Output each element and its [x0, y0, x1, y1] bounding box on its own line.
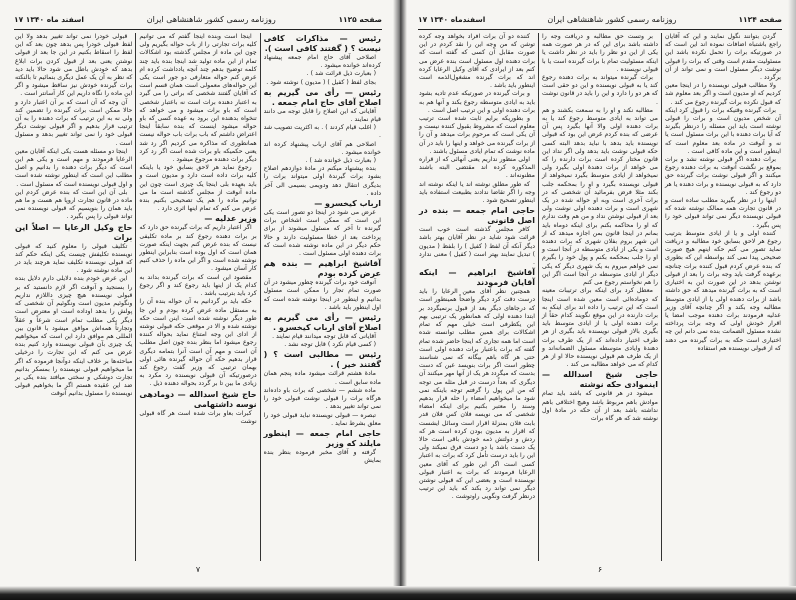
header-title: روزنامه رسمی کشور شاهنشاهی ایران [146, 15, 276, 24]
speaker-heading: رئیس — مطالبی است ؟ ( گفتند خیر ) . [263, 350, 381, 370]
header-title: روزنامه رسمی کشور شاهنشاهی ایران [547, 15, 677, 24]
text-column [538, 33, 661, 561]
header-page-label: صفحه ۱۱۲۵ [338, 15, 382, 24]
paragraph: اینجا است وبنده اینجا گفتم که می توانیم کلیه برات تجارتی را از باب حواله بگیریم ولی چون این ماده از مجلس گذشته بود اشکالات تمام از این ماده تولید شد اینجا بنده باید چند کلمه توضیح بدهم چند آنچه یادداشت کرده ام عرض کنم حواله متعارفی دو جور است یکی این حواله‌های معمولی است همان قسم است که آقایان گفتند شخصی که براتی را می گیرد به اعتبار دهنده برات است نه باعتبار شخصی است که باو برات میشود و می خواهد که تنخواه بدهنده این برود به عهده کسی که باو حواله میشود اینست که بنده سابقاً اینجا اعتراض داشتم که باب برات باب حواله نیست همانطوری که مذاکره می کردیم اگر رد شد یعنی حکمیکه باو برات شده است اگر رد کرد دیگر برات دهنده مرجوع میشود . [139, 33, 257, 164]
paragraph: و برات گیرنده در صورتیکه عدم تادیه بشود باید به ایادی متوسطه رجوع بکند و آنها هم به برات دهنده اولی و این ترتیب اصل است . [419, 90, 535, 114]
text-columns [416, 33, 784, 561]
paragraph: کننده اولی و یا از ایادی متوسط بترتیب رجوع هر لاحق بسابق خود مطالبه و دریافت نماید تصور می کنم حکه اینهم هیچ صورت صحیحی پیدا نمی کند بواسطه این که بطوری که بنده عرض کردم قبول کننده برات چنانچه برعهده گرفت باید وجه برات را بعد از قبولی نوشتن بدهد در این صورت این به اختیاری است که به برات گیرنده میدهد که حق داشته باشد از برات دهنده اولی یا از ایادی متوسط مطالبه وجه بکند و اگر چنانچه آقای وزیر عدلیه فرمودند برات دهنده موجب امضا یا اقرار خودش اولی که وجه برات پرداخته نشده مسئول الضمانت بنده نمی دانم این چه اختیاری است حکه به برات گیرنده می دهند که از قبولی نویسنده هم استفاده [665, 229, 781, 352]
paragraph: ولا مطالب قبولی نویسنده را در اینجا معین کردیم که او مدیون است و اگر بعد معلوم شد که قبول نکرده برات گیرنده رجوع می کند . [665, 82, 781, 106]
paragraph: ( اغلب قیام کردند ) . به اکثریت تصویب شد . [263, 124, 381, 140]
page-edge [788, 0, 796, 600]
paragraph: اینها را در نظر بگیرید مطلب ساده است و در قانون تجارت همه ممالک نوشته شده که قبولی نویسنده دیگر نمی تواند قبولی خود را پس بگیرد . [665, 197, 781, 229]
paragraph: ( بعبارت ذیل خوانده شد ) . [305, 157, 376, 165]
paragraph: ( بعبارت ذیل قرائت شد ) . [306, 70, 376, 78]
paragraph: بر وتست حق مطالبه و دریافت وجه را داشته باشد برای این که در هر صورت همه یکی از این دو نظر را باید در نظر داشت یا اینکه مسئولیت تمام با برات گیرنده است یا با قبولی نویسنده . [542, 33, 658, 73]
header-date: ۱۷ اسفندماه ۱۳۴۰ [418, 15, 486, 24]
book-gutter [393, 0, 407, 600]
speaker-heading: حاجی شیخ اسدالله — اینموادی حکه نوشته [542, 370, 658, 390]
text-column [135, 33, 259, 561]
paragraph: آقایانی که قابل توجه میدانند قیام نمایند . [272, 333, 376, 341]
header-page-label: صفحه ۱۱۲۴ [738, 15, 782, 24]
right-page [404, 0, 796, 588]
paragraph: بلی آن این است که بنده عرض کردم این ماده در قانون تجارت اروپا هم هست و ما هم باید همان را بنویسیم که قبولی نویسنده نمی تواند قبولی را پس بگیرد . [15, 188, 133, 221]
paragraph: ( کسی قیام نکرد ) قابل توجه نشد . [284, 341, 376, 349]
paragraph: معطل کرد برای اینکه برای ترتیبات معینه که دوماده‌ائی است معین شده است اینجا است که این ترتیب را داده اند برای اینکه به برات دارنده در این موقع نگویند کدام حقاً از برات دهنده اولی یا از ایادی متوسط باید بگیری بالاز قبولی نویسنده باید بگیری از هر طرف اختیار داده‌اند که از یک طرف برات دهندهٔ وایادی متوسطه مسئول الضمانه‌اند و از یک طرف هم قبولی نویسنده حالا او از هر کدام که می خواهد مطالبه می کند . [542, 287, 658, 369]
speaker-heading: حاجی امام جمعه — بنده در اصل قانونی [419, 206, 535, 226]
page-number: ۶ [597, 565, 603, 574]
text-column [12, 33, 135, 561]
paragraph: اصلاحی آقای حاج امام جمعه پیشنهاد کرده‌اند خوانده میشود . [263, 54, 381, 70]
text-column [661, 33, 784, 561]
paragraph: تبصره — قبولی نویسنده نباید قبولی خود را معلق بشرط نماید . [263, 411, 381, 427]
paragraph: اینجا دو مسئله هست یکی اینکه آقایان معین الرعایا فرمودند و مهم است و یکی هم این است که دیگر برات دهنده را بدانیم و اصل مطلب این است که اینطور نوشته شده است و اول قبولی نویسنده است که مسئول است . [15, 147, 133, 188]
speaker-heading: وزیر عدلیه — [204, 214, 257, 224]
paragraph: و بطوریکه برایم ثابت شده است ترتیب معلوم است که مشروط بقبول کننده نیست و آن یکی است که مرحوم برات میدهد و آن را از برات گیرنده می خواهد و اینها را باید در آن ماده نوشت که تمام ایادی مسئول باشند . [419, 115, 535, 155]
paragraph: مطالبه نکند و او را به سمعت بکشند و هم می تواند به ایادی متوسط رجوع کند یا به برات دهنده اولی والا آنها بگیرد پس آن عرضی که بنده کردم غرض این بود که قبولی نویسنده باید بدهد با نباید بدهد البته کسی حکه قبولی نوشت باید بدهد ولی اگر نداد این قانون مختار کرده است برات دارنده را که می خواهد از برات دهندهٔ اولی بگیرد ولی نمیخواهد از ایادی متوسط بگیرد نمیخواهد از قبولی نویسنده بگیرد و او را بمحکمه جلب بکند مثلا فرض بفرمائید آن شخصی که در برات آخری است وبه او حواله شده در یک شهری است و برات دهنده اولی نوشت ولی بعد از قبولی نوشتن نداد و من هم وقت ندارم که او را محاکمه بکنم برای اینکه دوماه باید بمانم در اینجا قانون بمن اجازه میدهد که از این شهر بروم بفلان شهری که برات دهنده است و یکی از ایادی متوسطه در آنجا است و او را جلب بمحکمه بکنم و پول خود را بگیرم نمی خواهم میروم به یک شهری دیگر که یکی دیگر از ایادی متوسطه در آنجا است اگر این را هم نخواستم رجوع می کنم [542, 106, 658, 287]
page-header [14, 13, 382, 30]
paragraph: ماده ششم — شخصی که برات باو داده‌اند هرگاه برات را قبولی نوشت قبولی خود را نمی تواند تغییر بدهد . [263, 386, 381, 411]
paragraph: مقصود این است که برات گیرنده بداند به کدام یک از اینها باید رجوع کند و اگر رجوع کرد باید بترتیب باشد . [139, 273, 257, 298]
header-date: ۱۷ اسفند ماه ۱۳۴۰ [14, 15, 84, 24]
left-page [0, 0, 396, 588]
paragraph: بجای لفظ ( کفیل ) ( مدیون ) نوشته شود . [266, 78, 376, 86]
paragraph: این عرض خودم بنده دلایلی دارم دلایل بنده را بسنجید و آنوقت اگر لازم دانستید که بر قبولی نویسنده هیچ چیزی داللازم نداریم ونگوئیم مدیون است ونگوئیم آن شخصی که پولش را بدهد اوداده است او معترض است دیگر یکی مطلب تمام است شرعاً و عقلاً وتجارتاً همه‌اش موافق میشود با قانون بین المللی هم موافق دارد این است که میخواهیم یک چیزی بآن قبولی نویسنده وارد کنیم بنده عرض می کنم که این تجارت را درخیلی مباحثه‌ها بر خلاف اینکه دوآنجا فرموده که اگر ما میخواهیم قبولی نویسنده را بمسکر بدانیم تجارت دوشکی‌ و سختی میافتد بنده یکی بر ضد این عقیده هستم اگر ما بخواهیم قبولی نویسنده را مسئول بدانیم آنوقت [15, 275, 133, 398]
paragraph: اگر اعتبار داریم که برات گیرنده حق دارد که بر برات دهنده رجوع کند بر ماده تکلیفی نیست که بنده عرض کنم بجهت اینکه صورت همان است که اول بوده است بنابراین اینطور نوشته شده است و اگر این ماده را حذف کنیم کار آسان میشود . [139, 224, 257, 273]
paragraph: برات گیرنده وقتیکه برات را قبول کرد اینکه آن شخص مدیون است و برات را قبولی نوشته است باید این مسئله را درنظر بگیرند که آیا برات دهنده با این برات مسئول است یا نه و آنوقت در ماده بعد معلوم است که اینطور است و این ماده کافی است . [665, 106, 781, 155]
speaker-heading: آقاشیخ ابراهیم — اینکه آقایان فرمودند [419, 268, 535, 288]
paragraph: اولی منظور نداریم یعنی آنهائی که از قراره المذکوره کرده اند مقتضی البته باشند مظنونه‌اند . [419, 156, 535, 180]
paragraph: میشود در هر قانونی که باشد باید تمام موادش باهم مربوط باشد وهیچ اختلافی باهم نداشته باشد بعد از آن حکه در مادهٔ اول نوشته شد که هر گاه برات [542, 390, 658, 422]
paragraph: همچنین نظر آقای معین الرعایا را باید درست دقت کرد دیگر واضحاً همینطور است که درجاهای دیگر بعد از قبول برنمیگردد بر ابتدا دهنده اولی که همانطور یک ترتیبی بهم این یکطرفی است خیلی مهم که تمام اشکالات برای همین مطلب توانسته شده است اما همه تجاری که اینجا حاضر شده تمام گفته که برات باعتبار برات دهنده اولی است حتی هر گاه باهم بیگانه که نمی شناسند چطور است اگر برات بنویسد عین که دست بدست که میگردد هر یک از آنها مهر میکنند آن دیگری که بعداً درست در قبل مثله می توجه که من این پول را گرفتم توجه باینکه نمی شود ما میخواهیم امضاء را حله قرار بدهیم وسند را معتبر بکنیم برای اینکه امضاء شخصی که می نویسه فلان کس فلان قدر بابت فلان بمنزلهٔ اقرار است وسائل ایشست که اقرار به مدیون بودن کرده است هر که ردش و دولتش ذمه خودش باقی است حالا یک دست باشد یا دو دست فرق نمیکند ولی این را باید درست تأمل کرد که برات به اعتبار کسی است اگر این طور که آقای معین الرعایا فرمودند که برات به اعتبار قبولی نویسنده است و بعضی این که قبولی نوشتن دیگر نمی تواند رد بکند که باید این ترتیب درنظر گرفت ونگویی راوتوشت . [419, 288, 535, 501]
paragraph: مادهٔ هشتم قرائت میشود ماده پنجم همان ماده سابق است . [263, 370, 381, 386]
paragraph: کافر مجلس گذشته است خوب است قرائت شود شاید در نظر آقایان بهتر باشد دیگر آنکه آن لفظ ( کفیل ) را بلفظ ( مدیون ) تبدیل نمایند بهتر است ( کفیل ) معنی ندارد . [419, 226, 535, 267]
speaker-heading: رئیس — مذاکرات کافی نیست ؟ ( گفتند کافی است ). [263, 34, 381, 53]
text-columns [12, 33, 384, 561]
paragraph: گردن بتوانند نگول نمایند و این که آقایان راجع باشتباه اضافات نموده اند این است که در صورتیکه برات را تحمل نکرده باشد این مسئولیت مقدم است وقتی که برات را قبولی نوشت دیگر مسئول است و نمی تواند از آن برگردد . [665, 33, 781, 82]
page-number: ۷ [195, 565, 201, 574]
paragraph: کننده دو آن برات افراد بخواهد وجه کرده توشن که من وجه این را نقد کردم در این صورت مقابل آن کسی که گفته است که برات دهنده اول مسئول است بنده عرض می کنم بعد از ایرادی که آقای وکیل الرعایا کرده اند که برات گیرنده مشغول‌الذمه است اینطور باید باشد . [419, 33, 535, 90]
paragraph: تکلیف قبولی را معلوم کنید که قبولی نویسنده تکلیفش چیست یکی اینکه حکم کند که قبولی نویسنده تکلیف نماید هرچند باید در این ماده نوشته شود . [15, 242, 133, 275]
paragraph: قبولی خودرا نمی تواند تغییر بدهد ولا این لفظ قبولی خودرا پس بدهد چون بعد که این لفظ را اسقاط بکنیم در این جا بعد از قبولی نوشتن یعنی بعد از قبول کردن برات ابلاغ بدهد که خودش باطل می شود حالا باید دید که نظر به آن یک عمل دیگری بنمائیم تا بالنکته برات گیرنده خودش نیز ساقط میشود و اگر این ماده را نگاه داریم این کار آسانتر است . [15, 33, 133, 98]
text-column [416, 33, 538, 561]
paragraph: کبرات بعاو برات شده است هر گاه قبولی نوشت [139, 409, 257, 425]
speaker-heading: ارباب کیخسرو — [314, 199, 381, 209]
text-column [260, 33, 384, 561]
paragraph: آن وجه که آن است که بر آن اعتبار دارد و حالا ممکن است برات گیرنده را تضمین کند ولی نه به این ترتیب که برات دهنده را به آن ترتیب قرار بدهیم و اگر قبولی نوشت دیگر قبولی خود را نمی تواند تغییر بدهد و مسئول است . [15, 98, 133, 147]
paragraph: آقایانی که این اصلاح را قابل توجه می دانند قیام نمایند . [263, 107, 381, 124]
speaker-heading: حاجی امام جمعه — اینطور مایلند که وزیر [263, 428, 381, 448]
paragraph: رجوع نماید هر لاحق بسابق خود یا باینکه کلیه برات داده است دارد و مدیون است و باید بعهده بلی اینجا یک چیزی است چون این ماده آنوقت از مجلس گذشته است ما می توانیم ماده را هم یک تصحیحی بکنیم بنده عرض می کنم که تمام اینها اثری دارد . [139, 164, 257, 213]
scan-bottom-edge [0, 586, 796, 600]
speaker-heading: رئیس — رأی می گیریم به اصلاح آقای ارباب کیخسرو . [263, 313, 381, 333]
speaker-heading: رئیس — رأی می گیریم به اصلاح آقای حاج امام جمعه . [263, 87, 381, 107]
paragraph: اصلاحی هم آقای ارباب پیشنهاد کرده اند خوانده میشود . [263, 140, 381, 156]
paragraph: بنده پیشنهاد میکنم در مادهٔ دوازدهم اصلاح بشود برات گیرندهٔ اولی میتواند برات را بدیگری انتقال دهد ودویمی بسیمی الی آخر داده . [263, 165, 381, 197]
speaker-heading: حاج شیخ اسدالله — دومادهی نوسه داشتهامی [139, 389, 257, 409]
page-header [418, 13, 782, 30]
paragraph: آنوقت خود برات گیرنده چطور میشود در آن صورت تمام تجار را ممکن است مسئول بدانیم و اینطور در اینجا نوشته شده است که اول اینطور باید باشد . [263, 279, 381, 311]
paragraph: که طور مطلق نوشته اند یا اینکه نوشته اند وجه را اگر تقاضا ندادند بطبیعت استفاده باید اینطور تصحیح شود . [419, 180, 535, 205]
paragraph: عرض می شود در اینجا دو تصور است یکی این است که ممکن است اشخاص برات گیرنده تا آخر که مسئول میشوند از برای پرداخت بعد از خطا مسئولیت دارند و حالا حکم دیگر در این ماده نوشته شده است که برات دهنده اولی مسئول است . [263, 209, 381, 258]
paragraph: برات دهنده اگر قبولی نوشته نشد و برات بموقع بر نگشت آنوقت به برات دهنده رجوع میکنند و اگر قبولی نوشت برات گیرنده حق دارد که به قبولی نویسنده و برات دهنده یا هر دو رجوع کند . [665, 156, 781, 196]
paragraph: حکه باید بر گردانیم به آن حواله بنده آن را به مستقل ماده عرض کرده بودم و این جا طور دیگر نوشته شده است اینن است حکه نوشته شده و الا در موقعی حکه قبولی نوشته از ادای این وجه امتناع نماید بحواله کننده رجوع میشود اما بنظر بنده چون اصل مطلب آن است و مهم آن است آنرا بتمامه دیگری قرار بدهیم حکه آن حواله گیرنده هائی اولی بهمان ترتیبی که وزیر گفت رجوع کند درصورتیکه آن قبولی نویسنده رد مکرد به زیادی ما بین تا بر گردد بحواله دهنده ذیل . [139, 298, 257, 388]
paragraph: گرفته و آقای مخبر فرموده بنظر بنده بمایش [263, 448, 381, 465]
speaker-heading: حاج وکیل الرعایا — اصلاً این برات [15, 222, 133, 242]
speaker-heading: آقاشیخ ابراهیم — بنده هم عرض کرده بودم [263, 259, 381, 279]
paragraph: برات گیرنده میتواند به برات دهنده رجوع کند یا به قبولی نویسنده و این دو حقی است که هر دو را دارد و این را باید در قانون نوشت . [542, 74, 658, 106]
